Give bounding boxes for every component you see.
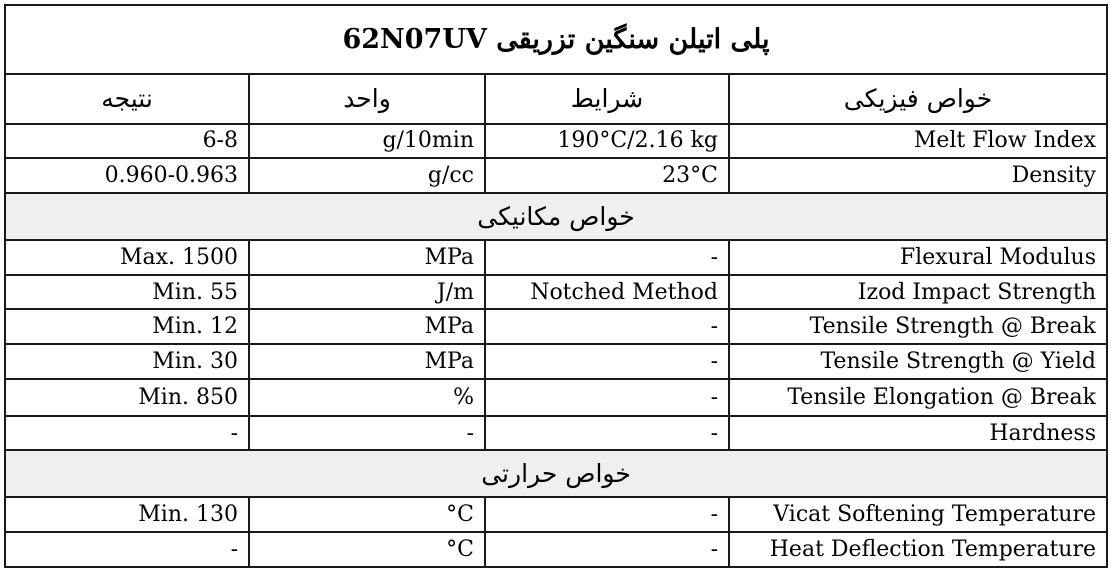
cell-condition: - — [485, 344, 729, 379]
table-row — [5, 416, 1107, 451]
section-title-mechanical: خواص مکانیکی — [5, 193, 1107, 240]
header-row — [5, 74, 1107, 123]
cell-condition: - — [485, 416, 729, 451]
cell-result: Min. 130 — [5, 497, 249, 532]
table-row — [5, 497, 1107, 532]
cell-unit: MPa — [249, 309, 485, 344]
cell-property: Melt Flow Index — [729, 124, 1107, 159]
cell-property: Tensile Strength @ Yield — [729, 344, 1107, 379]
table-title: پلی اتیلن سنگین تزریقی 62N07UV — [5, 5, 1107, 74]
cell-result: - — [5, 416, 249, 451]
properties-table — [4, 4, 1108, 568]
cell-unit: MPa — [249, 344, 485, 379]
header-unit: واحد — [249, 74, 485, 123]
cell-result: Min. 30 — [5, 344, 249, 379]
cell-unit: g/cc — [249, 158, 485, 193]
table-row — [5, 158, 1107, 193]
cell-result: Min. 55 — [5, 275, 249, 310]
section-row-thermal — [5, 450, 1107, 497]
table-row — [5, 275, 1107, 310]
table-row — [5, 379, 1107, 416]
section-row-mechanical — [5, 193, 1107, 240]
table-row — [5, 344, 1107, 379]
cell-property: Vicat Softening Temperature — [729, 497, 1107, 532]
cell-condition: - — [485, 309, 729, 344]
cell-result: Max. 1500 — [5, 240, 249, 275]
cell-condition: Notched Method — [485, 275, 729, 310]
header-property: خواص فیزیکی — [729, 74, 1107, 123]
cell-property: Tensile Strength @ Break — [729, 309, 1107, 344]
cell-condition: - — [485, 497, 729, 532]
cell-property: Heat Deflection Temperature — [729, 532, 1107, 567]
cell-result: 0.960-0.963 — [5, 158, 249, 193]
cell-property: Hardness — [729, 416, 1107, 451]
cell-condition: 23°C — [485, 158, 729, 193]
cell-property: Density — [729, 158, 1107, 193]
cell-unit: % — [249, 379, 485, 416]
table-row — [5, 309, 1107, 344]
cell-unit: - — [249, 416, 485, 451]
cell-condition: 190°C/2.16 kg — [485, 124, 729, 159]
cell-unit: °C — [249, 532, 485, 567]
cell-unit: g/10min — [249, 124, 485, 159]
cell-property: Tensile Elongation @ Break — [729, 379, 1107, 416]
cell-result: Min. 850 — [5, 379, 249, 416]
cell-condition: - — [485, 532, 729, 567]
cell-result: - — [5, 532, 249, 567]
cell-condition: - — [485, 379, 729, 416]
table-row — [5, 532, 1107, 567]
datasheet — [4, 4, 1106, 568]
table-row — [5, 124, 1107, 159]
header-result: نتیجه — [5, 74, 249, 123]
cell-condition: - — [485, 240, 729, 275]
table-row — [5, 240, 1107, 275]
cell-unit: MPa — [249, 240, 485, 275]
header-condition: شرایط — [485, 74, 729, 123]
cell-result: 6-8 — [5, 124, 249, 159]
cell-property: Izod Impact Strength — [729, 275, 1107, 310]
title-row — [5, 5, 1107, 74]
section-title-thermal: خواص حرارتی — [5, 450, 1107, 497]
cell-result: Min. 12 — [5, 309, 249, 344]
cell-unit: J/m — [249, 275, 485, 310]
cell-unit: °C — [249, 497, 485, 532]
cell-property: Flexural Modulus — [729, 240, 1107, 275]
